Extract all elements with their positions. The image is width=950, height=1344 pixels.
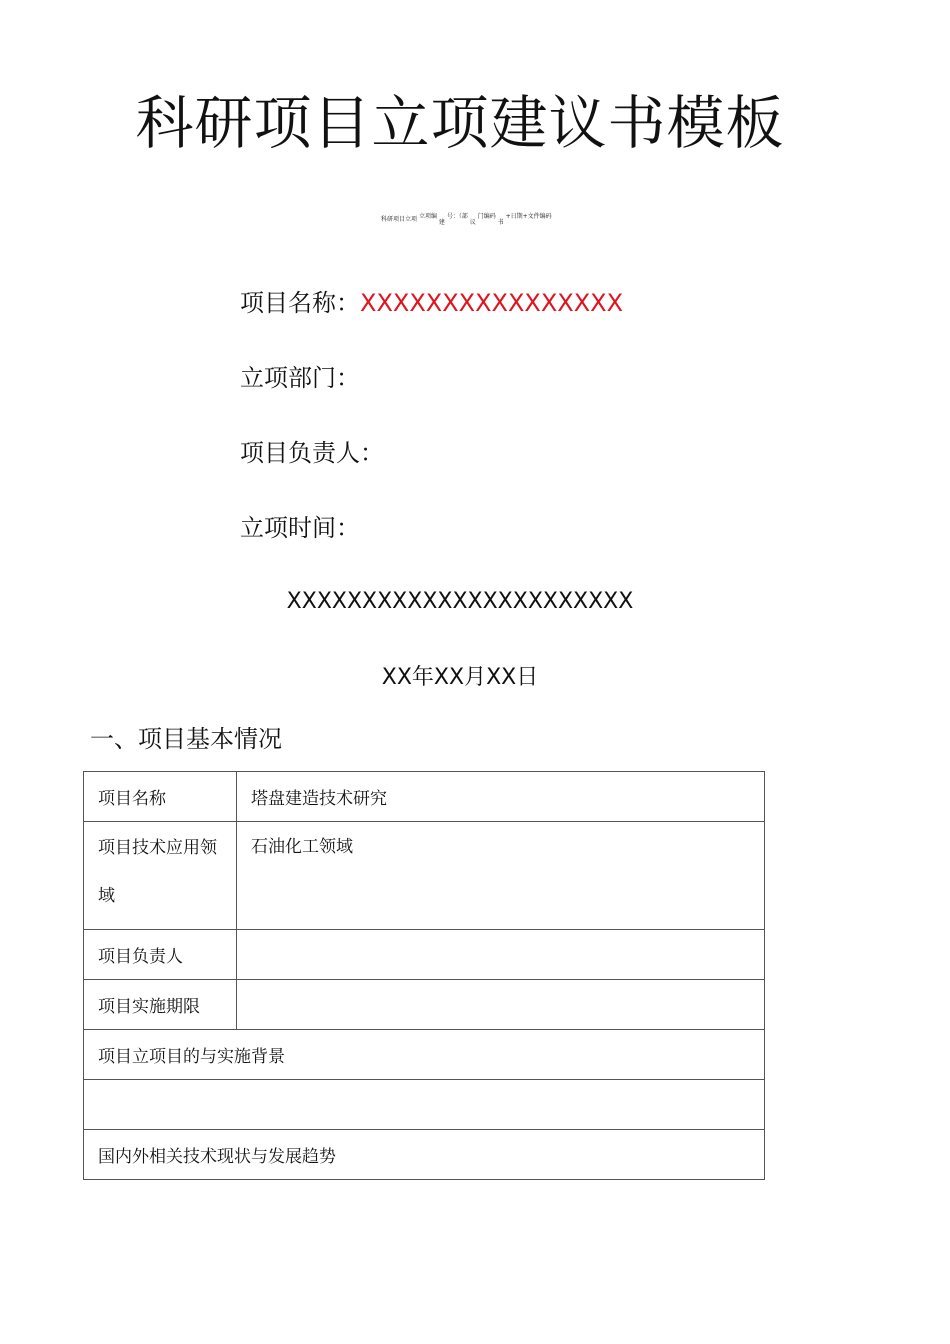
- table-cell-label: 项目名称: [84, 772, 237, 822]
- table-cell-value: [84, 1080, 765, 1130]
- code-part: 科研项目立项: [381, 216, 418, 223]
- table-row: [84, 1030, 765, 1080]
- department-label: 立项部门：: [240, 364, 360, 392]
- code-part: 议: [469, 219, 476, 226]
- document-title: 科研项目立项建议书模板: [135, 89, 785, 157]
- code-part: 书: [497, 219, 504, 226]
- leader-label: 项目负责人：: [240, 439, 384, 467]
- document-date: XX年XX月XX日: [381, 665, 539, 690]
- code-part: 建: [438, 219, 445, 226]
- table-cell-value: 石油化工领域: [237, 822, 765, 930]
- table-row: [84, 930, 765, 980]
- project-name-value: XXXXXXXXXXXXXXXX: [360, 289, 624, 317]
- code-part: 门编码: [477, 213, 496, 220]
- code-part: 号：（部: [446, 213, 468, 220]
- code-part: +日期+文件编码: [505, 213, 552, 220]
- table-cell-label: 项目负责人: [84, 930, 237, 980]
- organization-name: XXXXXXXXXXXXXXXXXXXXXXX: [286, 589, 634, 614]
- table-cell-label: 项目实施期限: [84, 980, 237, 1030]
- table-row: [84, 822, 765, 930]
- table-cell-value: 塔盘建造技术研究: [237, 772, 765, 822]
- table-row: [84, 772, 765, 822]
- table-row: [84, 1130, 765, 1180]
- table-cell-value: [237, 980, 765, 1030]
- table-row: [84, 980, 765, 1030]
- code-part: 立项编: [418, 213, 437, 220]
- document-code-line: [381, 213, 552, 226]
- table-cell-value: [237, 930, 765, 980]
- time-label: 立项时间：: [240, 514, 360, 542]
- project-name-label: 项目名称：: [240, 289, 360, 317]
- section-heading: 一、项目基本情况: [90, 725, 282, 753]
- table-cell-label: 项目技术应用领域: [84, 822, 237, 930]
- project-info-table: [83, 771, 765, 1180]
- table-cell-label: 项目立项目的与实施背景: [84, 1030, 765, 1080]
- table-cell-label: 国内外相关技术现状与发展趋势: [84, 1130, 765, 1180]
- project-name-field: [240, 288, 623, 318]
- table-row: [84, 1080, 765, 1130]
